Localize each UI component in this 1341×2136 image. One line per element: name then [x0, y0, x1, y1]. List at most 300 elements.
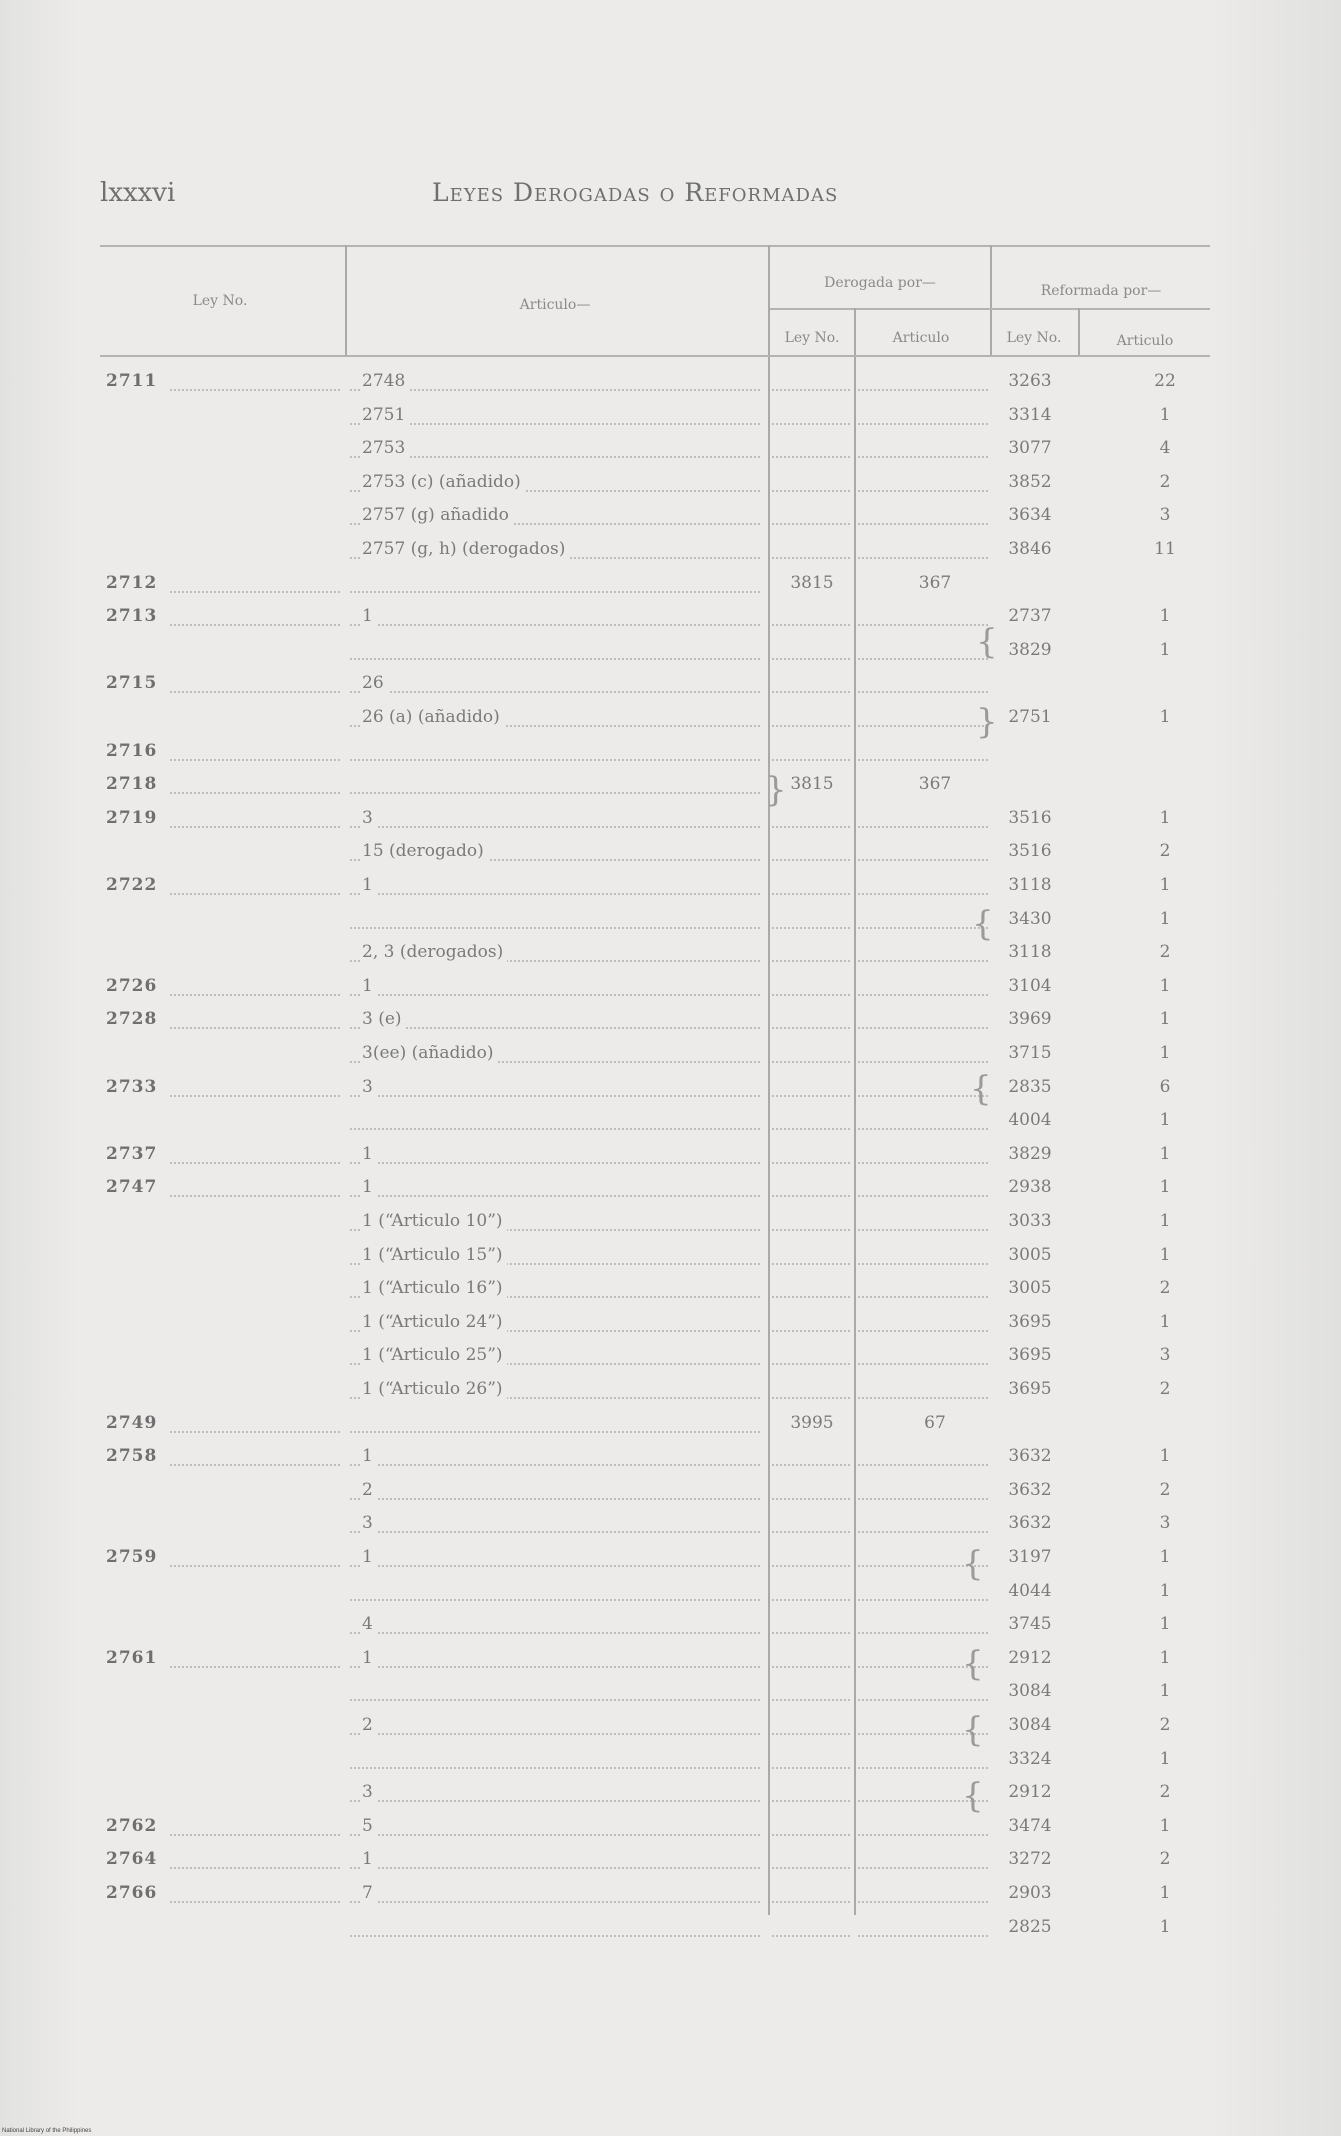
brace: {	[962, 1544, 984, 1584]
leader-dots	[350, 1632, 760, 1634]
reformada-articulo: 1	[1159, 1883, 1171, 1903]
articulo: 26	[362, 673, 388, 693]
subheader-rule	[770, 308, 1210, 310]
leader-dots	[170, 994, 340, 996]
reformada-articulo: 1	[1159, 1144, 1171, 1164]
articulo: 2	[362, 1715, 377, 1735]
leader-dots	[858, 523, 988, 525]
reformada-ley: 3829	[1008, 640, 1052, 660]
leader-dots	[772, 859, 850, 861]
leader-dots	[772, 1531, 850, 1533]
reformada-ley: 3969	[1008, 1009, 1052, 1029]
leader-dots	[350, 893, 760, 895]
leader-dots	[858, 893, 988, 895]
ley-number: 2733	[106, 1077, 158, 1097]
reformada-ley: 3084	[1008, 1681, 1052, 1701]
leader-dots	[350, 759, 760, 761]
reformada-ley: 4044	[1008, 1581, 1052, 1601]
leader-dots	[772, 1800, 850, 1802]
articulo: 2753 (c) (añadido)	[362, 472, 525, 492]
reformada-ley: 3516	[1008, 808, 1052, 828]
table-top-rule	[100, 245, 1210, 247]
reformada-ley: 3314	[1008, 405, 1052, 425]
leader-dots	[772, 1027, 850, 1029]
brace: }	[765, 770, 787, 810]
ley-number: 2758	[106, 1446, 158, 1466]
articulo: 2748	[362, 371, 409, 391]
reformada-articulo: 1	[1159, 1245, 1171, 1265]
leader-dots	[858, 1834, 988, 1836]
ley-number: 2728	[106, 1009, 158, 1029]
articulo: 1	[362, 1648, 377, 1668]
leader-dots	[350, 1162, 760, 1164]
leader-dots	[350, 792, 760, 794]
reformada-ley: 3077	[1008, 438, 1052, 458]
reformada-ley: 3846	[1008, 539, 1052, 559]
reformada-articulo: 1	[1159, 1211, 1171, 1231]
leader-dots	[772, 1565, 850, 1567]
laws-table	[100, 245, 1220, 1937]
ley-number: 2716	[106, 741, 158, 761]
leader-dots	[858, 960, 988, 962]
leader-dots	[350, 1498, 760, 1500]
leader-dots	[350, 1800, 760, 1802]
leader-dots	[858, 658, 988, 660]
ley-number: 2712	[106, 573, 158, 593]
leader-dots	[772, 1632, 850, 1634]
derogada-ley: 3995	[782, 1413, 842, 1433]
leader-dots	[858, 1162, 988, 1164]
brace: {	[976, 622, 998, 662]
leader-dots	[170, 1095, 340, 1097]
articulo: 3 (e)	[362, 1009, 406, 1029]
articulo: 1	[362, 1446, 377, 1466]
reformada-articulo: 1	[1159, 1009, 1171, 1029]
leader-dots	[350, 1935, 760, 1937]
leader-dots	[350, 826, 760, 828]
reformada-ley: 3118	[1008, 942, 1052, 962]
leader-dots	[170, 1027, 340, 1029]
articulo: 1 (“Articulo 26”)	[362, 1379, 507, 1399]
ley-number: 2759	[106, 1547, 158, 1567]
leader-dots	[170, 1867, 340, 1869]
leader-dots	[350, 456, 760, 458]
articulo: 1 (“Articulo 25”)	[362, 1345, 507, 1365]
articulo: 1	[362, 976, 377, 996]
page-title: Leyes Derogadas o Reformadas	[432, 178, 839, 207]
reformada-ley: 3632	[1008, 1446, 1052, 1466]
reformada-articulo: 22	[1154, 371, 1176, 391]
reformada-articulo: 1	[1159, 1177, 1171, 1197]
reformada-articulo: 1	[1159, 1749, 1171, 1769]
leader-dots	[350, 658, 760, 660]
leader-dots	[772, 1095, 850, 1097]
articulo: 26 (a) (añadido)	[362, 707, 504, 727]
reformada-ley: 3695	[1008, 1345, 1052, 1365]
reformada-articulo: 1	[1159, 1681, 1171, 1701]
articulo: 1	[362, 1547, 377, 1567]
leader-dots	[858, 1027, 988, 1029]
leader-dots	[858, 691, 988, 693]
reformada-ley: 3829	[1008, 1144, 1052, 1164]
reformada-articulo: 1	[1159, 1816, 1171, 1836]
ley-number: 2764	[106, 1849, 158, 1869]
reformada-ley: 3695	[1008, 1379, 1052, 1399]
leader-dots	[772, 1767, 850, 1769]
reformada-articulo: 6	[1159, 1077, 1171, 1097]
leader-dots	[772, 1935, 850, 1937]
reformada-ley: 3197	[1008, 1547, 1052, 1567]
articulo: 1 (“Articulo 24”)	[362, 1312, 507, 1332]
reformada-articulo: 1	[1159, 1547, 1171, 1567]
reformada-articulo: 3	[1159, 1513, 1171, 1533]
articulo: 2, 3 (derogados)	[362, 942, 507, 962]
leader-dots	[858, 1498, 988, 1500]
reformada-articulo: 2	[1159, 1715, 1171, 1735]
leader-dots	[858, 1632, 988, 1634]
leader-dots	[350, 1565, 760, 1567]
leader-dots	[858, 759, 988, 761]
leader-dots	[858, 927, 988, 929]
leader-dots	[350, 591, 760, 593]
leader-dots	[350, 1431, 760, 1433]
leader-dots	[170, 591, 340, 593]
leader-dots	[858, 1397, 988, 1399]
articulo: 1	[362, 1177, 377, 1197]
leader-dots	[772, 1263, 850, 1265]
reformada-articulo: 2	[1159, 1849, 1171, 1869]
leader-dots	[350, 1834, 760, 1836]
articulo: 3(ee) (añadido)	[362, 1043, 498, 1063]
leader-dots	[170, 624, 340, 626]
ley-number: 2711	[106, 371, 158, 391]
reformada-ley: 3695	[1008, 1312, 1052, 1332]
ley-number: 2722	[106, 875, 158, 895]
reformada-ley: 3272	[1008, 1849, 1052, 1869]
leader-dots	[772, 1867, 850, 1869]
leader-dots	[170, 1431, 340, 1433]
reformada-articulo: 1	[1159, 909, 1171, 929]
leader-dots	[772, 1061, 850, 1063]
leader-dots	[858, 994, 988, 996]
articulo: 1 (“Articulo 10”)	[362, 1211, 507, 1231]
leader-dots	[350, 1599, 760, 1601]
leader-dots	[858, 1867, 988, 1869]
articulo: 3	[362, 1513, 377, 1533]
ley-number: 2762	[106, 1816, 158, 1836]
reformada-articulo: 2	[1159, 1782, 1171, 1802]
leader-dots	[772, 1363, 850, 1365]
reformada-articulo: 3	[1159, 505, 1171, 525]
leader-dots	[350, 1531, 760, 1533]
derogada-ley: 3815	[782, 774, 842, 794]
leader-dots	[858, 859, 988, 861]
reformada-articulo: 2	[1159, 841, 1171, 861]
leader-dots	[350, 1867, 760, 1869]
ley-number: 2737	[106, 1144, 158, 1164]
leader-dots	[772, 557, 850, 559]
reformada-ley: 2912	[1008, 1648, 1052, 1668]
reformada-articulo: 1	[1159, 707, 1171, 727]
brace: {	[972, 904, 994, 944]
reformada-articulo: 1	[1159, 1110, 1171, 1130]
reformada-articulo: 2	[1159, 1379, 1171, 1399]
ley-number: 2766	[106, 1883, 158, 1903]
reformada-articulo: 1	[1159, 875, 1171, 895]
reformada-ley: 3632	[1008, 1513, 1052, 1533]
reformada-articulo: 1	[1159, 405, 1171, 425]
leader-dots	[858, 624, 988, 626]
leader-dots	[772, 1599, 850, 1601]
leader-dots	[350, 927, 760, 929]
ley-number: 2726	[106, 976, 158, 996]
leader-dots	[858, 1363, 988, 1365]
leader-dots	[858, 490, 988, 492]
leader-dots	[170, 893, 340, 895]
col-header-derogada-articulo: Articulo	[892, 330, 950, 346]
reformada-ley: 3745	[1008, 1614, 1052, 1634]
leader-dots	[350, 1699, 760, 1701]
leader-dots	[772, 658, 850, 660]
leader-dots	[772, 1229, 850, 1231]
col-header-derogada-ley: Ley No.	[784, 330, 840, 346]
leader-dots	[772, 725, 850, 727]
leader-dots	[350, 1128, 760, 1130]
col-divider	[345, 245, 347, 355]
col-header-articulo: Articulo—	[519, 297, 591, 313]
articulo: 2751	[362, 405, 409, 425]
reformada-ley: 3118	[1008, 875, 1052, 895]
leader-dots	[858, 1767, 988, 1769]
reformada-ley: 3084	[1008, 1715, 1052, 1735]
articulo: 1	[362, 606, 377, 626]
articulo: 4	[362, 1614, 377, 1634]
leader-dots	[772, 826, 850, 828]
reformada-ley: 3852	[1008, 472, 1052, 492]
leader-dots	[350, 1195, 760, 1197]
reformada-articulo: 1	[1159, 1446, 1171, 1466]
leader-dots	[170, 1464, 340, 1466]
ley-number: 2747	[106, 1177, 158, 1197]
reformada-ley: 3005	[1008, 1278, 1052, 1298]
reformada-articulo: 1	[1159, 1312, 1171, 1332]
ley-number: 2719	[106, 808, 158, 828]
leader-dots	[170, 1162, 340, 1164]
col-header-derogada: Derogada por—	[824, 275, 936, 291]
reformada-ley: 3263	[1008, 371, 1052, 391]
leader-dots	[350, 1901, 760, 1903]
leader-dots	[170, 691, 340, 693]
leader-dots	[170, 1834, 340, 1836]
leader-dots	[772, 1464, 850, 1466]
reformada-articulo: 1	[1159, 1917, 1171, 1937]
reformada-articulo: 2	[1159, 472, 1171, 492]
leader-dots	[858, 1128, 988, 1130]
leader-dots	[772, 490, 850, 492]
leader-dots	[858, 1095, 988, 1097]
col-header-reformada-articulo: Articulo	[1116, 333, 1174, 349]
reformada-ley: 3715	[1008, 1043, 1052, 1063]
reformada-ley: 2903	[1008, 1883, 1052, 1903]
reformada-ley: 3474	[1008, 1816, 1052, 1836]
leader-dots	[170, 792, 340, 794]
reformada-ley: 3324	[1008, 1749, 1052, 1769]
col-divider	[768, 245, 770, 1915]
leader-dots	[350, 1095, 760, 1097]
leader-dots	[772, 994, 850, 996]
leader-dots	[772, 1498, 850, 1500]
reformada-ley: 4004	[1008, 1110, 1052, 1130]
reformada-ley: 3632	[1008, 1480, 1052, 1500]
leader-dots	[170, 1901, 340, 1903]
leader-dots	[772, 759, 850, 761]
derogada-articulo: 67	[905, 1413, 965, 1433]
leader-dots	[858, 456, 988, 458]
articulo: 1	[362, 875, 377, 895]
leader-dots	[772, 624, 850, 626]
leader-dots	[858, 1901, 988, 1903]
articulo: 3	[362, 808, 377, 828]
leader-dots	[350, 1767, 760, 1769]
brace: {	[962, 1644, 984, 1684]
reformada-ley: 2751	[1008, 707, 1052, 727]
articulo: 1 (“Articulo 16”)	[362, 1278, 507, 1298]
leader-dots	[772, 456, 850, 458]
reformada-ley: 3033	[1008, 1211, 1052, 1231]
leader-dots	[772, 1901, 850, 1903]
ley-number: 2749	[106, 1413, 158, 1433]
brace: {	[970, 1069, 992, 1109]
leader-dots	[170, 1666, 340, 1668]
reformada-articulo: 4	[1159, 438, 1171, 458]
reformada-ley: 2912	[1008, 1782, 1052, 1802]
leader-dots	[772, 1296, 850, 1298]
leader-dots	[772, 960, 850, 962]
leader-dots	[858, 1699, 988, 1701]
leader-dots	[858, 1195, 988, 1197]
ley-number: 2715	[106, 673, 158, 693]
leader-dots	[170, 1565, 340, 1567]
leader-dots	[772, 1330, 850, 1332]
col-header-ley: Ley No.	[192, 293, 248, 309]
reformada-ley: 3104	[1008, 976, 1052, 996]
leader-dots	[772, 389, 850, 391]
leader-dots	[350, 691, 760, 693]
leader-dots	[772, 423, 850, 425]
leader-dots	[772, 1195, 850, 1197]
leader-dots	[170, 1195, 340, 1197]
col-header-reformada: Reformada por—	[1040, 283, 1162, 299]
reformada-articulo: 1	[1159, 606, 1171, 626]
leader-dots	[858, 389, 988, 391]
reformada-ley: 3516	[1008, 841, 1052, 861]
reformada-articulo: 1	[1159, 1043, 1171, 1063]
header-bottom-rule	[100, 355, 1210, 357]
articulo: 2753	[362, 438, 409, 458]
leader-dots	[772, 893, 850, 895]
reformada-articulo: 1	[1159, 1648, 1171, 1668]
leader-dots	[858, 725, 988, 727]
col-header-reformada-ley: Ley No.	[1006, 330, 1062, 346]
articulo: 7	[362, 1883, 377, 1903]
reformada-ley: 3430	[1008, 909, 1052, 929]
leader-dots	[170, 759, 340, 761]
reformada-articulo: 2	[1159, 1278, 1171, 1298]
leader-dots	[350, 389, 760, 391]
leader-dots	[858, 1330, 988, 1332]
reformada-articulo: 1	[1159, 640, 1171, 660]
col-divider	[854, 308, 856, 1915]
leader-dots	[858, 1935, 988, 1937]
reformada-articulo: 1	[1159, 808, 1171, 828]
leader-dots	[350, 423, 760, 425]
reformada-ley: 2835	[1008, 1077, 1052, 1097]
leader-dots	[170, 389, 340, 391]
reformada-articulo: 2	[1159, 1480, 1171, 1500]
articulo: 3	[362, 1077, 377, 1097]
brace: {	[962, 1776, 984, 1816]
articulo: 1	[362, 1144, 377, 1164]
scan-footer: National Library of the Philippines	[2, 2128, 92, 2134]
articulo: 2	[362, 1480, 377, 1500]
leader-dots	[858, 1531, 988, 1533]
ley-number: 2713	[106, 606, 158, 626]
articulo: 15 (derogado)	[362, 841, 488, 861]
reformada-articulo: 1	[1159, 1581, 1171, 1601]
leader-dots	[772, 1733, 850, 1735]
leader-dots	[858, 557, 988, 559]
leader-dots	[858, 826, 988, 828]
leader-dots	[858, 1061, 988, 1063]
reformada-articulo: 1	[1159, 976, 1171, 996]
reformada-articulo: 2	[1159, 942, 1171, 962]
derogada-ley: 3815	[782, 573, 842, 593]
articulo: 2757 (g, h) (derogados)	[362, 539, 569, 559]
derogada-articulo: 367	[905, 774, 965, 794]
reformada-articulo: 1	[1159, 1614, 1171, 1634]
articulo: 5	[362, 1816, 377, 1836]
leader-dots	[858, 1263, 988, 1265]
ley-number: 2718	[106, 774, 158, 794]
leader-dots	[858, 1296, 988, 1298]
leader-dots	[350, 1666, 760, 1668]
reformada-ley: 3634	[1008, 505, 1052, 525]
leader-dots	[858, 1464, 988, 1466]
leader-dots	[772, 1699, 850, 1701]
reformada-ley: 3005	[1008, 1245, 1052, 1265]
leader-dots	[772, 691, 850, 693]
brace: {	[962, 1710, 984, 1750]
page-number: lxxxvi	[100, 178, 176, 208]
leader-dots	[170, 826, 340, 828]
leader-dots	[772, 523, 850, 525]
leader-dots	[350, 1733, 760, 1735]
leader-dots	[772, 927, 850, 929]
reformada-ley: 2825	[1008, 1917, 1052, 1937]
reformada-articulo: 3	[1159, 1345, 1171, 1365]
articulo: 2757 (g) añadido	[362, 505, 513, 525]
articulo: 1 (“Articulo 15”)	[362, 1245, 507, 1265]
leader-dots	[350, 1027, 760, 1029]
articulo: 1	[362, 1849, 377, 1869]
leader-dots	[772, 1162, 850, 1164]
leader-dots	[858, 1229, 988, 1231]
leader-dots	[350, 624, 760, 626]
articulo: 3	[362, 1782, 377, 1802]
leader-dots	[772, 1666, 850, 1668]
leader-dots	[350, 1464, 760, 1466]
leader-dots	[858, 1599, 988, 1601]
